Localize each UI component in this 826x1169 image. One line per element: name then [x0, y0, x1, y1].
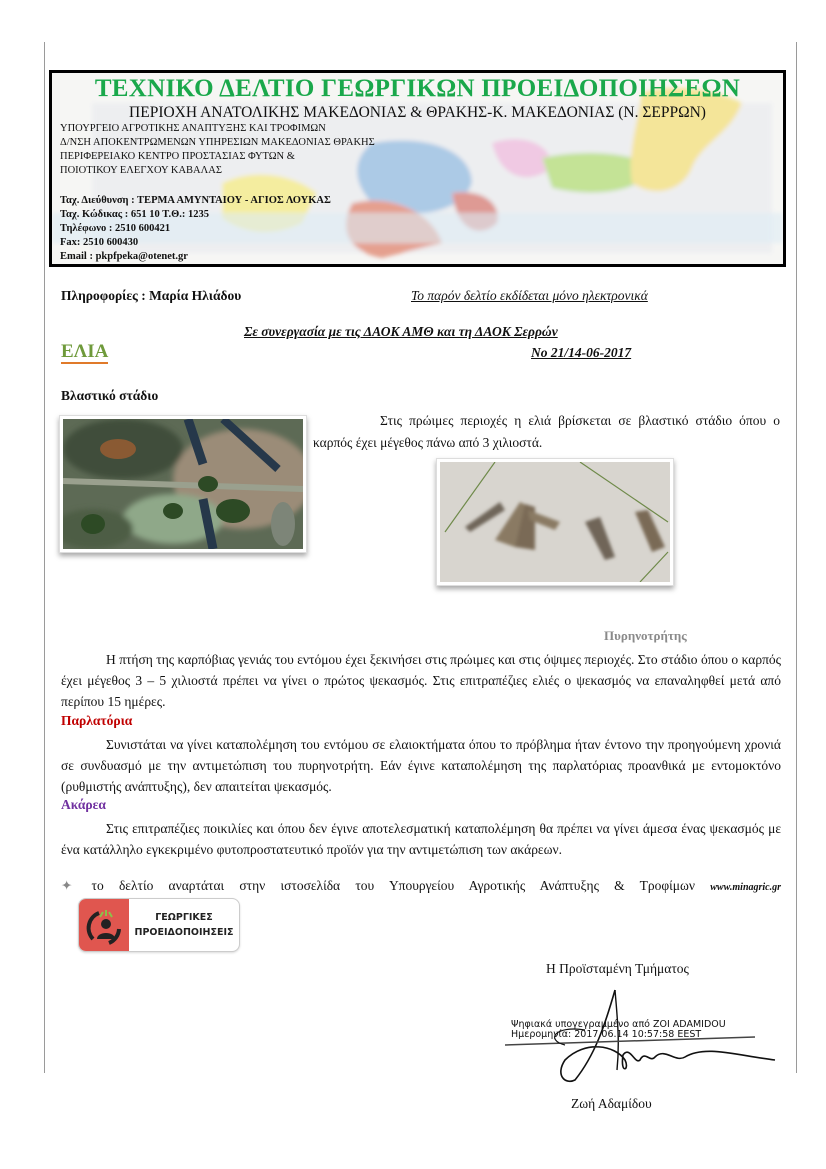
- address-line: Ταχ. Διεύθυνση : ΤΕΡΜΑ ΑΜΥΝΤΑΙΟΥ - ΑΓΙΟΣ ΛΟΥΚΑΣ: [60, 195, 331, 206]
- parlatoria-heading: Παρλατόρια: [61, 713, 133, 728]
- organization-block: [60, 122, 375, 178]
- info-contact: Πληροφορίες : Μαρία Ηλιάδου: [61, 288, 242, 303]
- ministry-website-link[interactable]: www.minagric.gr: [710, 882, 782, 893]
- digital-signature-date: Ημερομηνία: 2017.06.14 10:57:58 EEST: [511, 1029, 702, 1040]
- signer-name: Ζωή Αδαμίδου: [571, 1096, 652, 1111]
- page-margin-guide-right: [796, 42, 797, 1073]
- parlatoria-paragraph: Συνιστάται να γίνει καταπολέμηση του εντόμου σε ελαιοκτήματα όπου το πρόβλημα ήταν έντονο την προηγούμενη χρονιά σε συνδυασμό με την αντιμετώπιση του πυρηνοτρήτη. Εάν έγινε καταπολέμηση της παρλατόριας προανθικά με εντομοκτόνο (ρυθμιστής ανάπτυξης), δεν απαιτείται ψεκασμός.: [61, 737, 781, 794]
- bulletin-title: ΤΕΧΝΙΚΟ ΔΕΛΤΙΟ ΓΕΩΡΓΙΚΩΝ ΠΡΟΕΙΔΟΠΟΙΗΣΕΩΝ: [94, 75, 741, 102]
- postal-code-line: Ταχ. Κώδικας : 651 10 Τ.Θ.: 1235: [60, 209, 209, 220]
- website-notice-text: το δελτίο αναρτάται στην ιστοσελίδα του Υπουργείου Αγροτικής Ανάπτυξης & Τροφίμων: [91, 878, 696, 893]
- badge-line-1: ΓΕΩΡΓΙΚΕΣ: [155, 912, 213, 923]
- website-notice: [61, 878, 781, 894]
- org-line: Δ/ΝΣΗ ΑΠΟΚΕΝΤΡΩΜΕΝΩΝ ΥΠΗΡΕΣΙΩΝ ΜΑΚΕΔΟΝΙΑΣ ΘΡΑΚΗΣ: [60, 137, 375, 148]
- electronic-notice: Το παρόν δελτίο εκδίδεται μόνο ηλεκτρονικά: [411, 288, 648, 303]
- org-line: ΠΕΡΙΦΕΡΕΙΑΚΟ ΚΕΝΤΡΟ ΠΡΟΣΤΑΣΙΑΣ ΦΥΤΩΝ &: [60, 151, 295, 162]
- mites-paragraph: Στις επιτραπέζιες ποικιλίες και όπου δεν έγινε αποτελεσματική καταπολέμηση θα πρέπει να γίνει άμεσα ένας ψεκασμός με ένα κατάλληλο εγκεκριμένο φυτοπροστατευτικό προϊόν για την αντιμετώπιση των ακάρεων.: [61, 821, 781, 857]
- olive-branch-photo: [59, 415, 307, 553]
- stage-heading: Βλαστικό στάδιο: [61, 388, 159, 403]
- org-line: ΥΠΟΥΡΓΕΙΟ ΑΓΡΟΤΙΚΗΣ ΑΝΑΠΤΥΞΗΣ ΚΑΙ ΤΡΟΦΙΜΩΝ: [60, 123, 326, 134]
- olive-moth-caption: Πυρηνοτρήτης: [604, 628, 687, 643]
- badge-line-2: ΠΡΟΕΙΔΟΠΟΙΗΣΕΙΣ: [134, 927, 234, 938]
- digital-signature-stamp: [511, 1020, 726, 1040]
- olive-moth-photo: [436, 458, 674, 586]
- signer-role: Η Προϊσταμένη Τμήματος: [546, 961, 689, 976]
- email-line[interactable]: Email : pkpfpeka@otenet.gr: [60, 251, 188, 262]
- document-number: Νο 21/14-06-2017: [531, 345, 632, 360]
- olive-moth-paragraph: Η πτήση της καρπόβιας γενιάς του εντόμου έχει ξεκινήσει στις πρώιμες και στις όψιμες περιοχές. Στο στάδιο όπου ο καρπός έχει μέγεθος 3 – 5 χιλιοστά πρέπει να γίνει ο πρώτος ψεκασμός. Στις επιτραπέζιες ελιές ο ψεκασμός να επαναληφθεί μετά από περίπου 15 ημέρες.: [61, 652, 781, 709]
- bulletin-subtitle: ΠΕΡΙΟΧΗ ΑΝΑΤΟΛΙΚΗΣ ΜΑΚΕΔΟΝΙΑΣ & ΘΡΑΚΗΣ-Κ. ΜΑΚΕΔΟΝΙΑΣ (Ν. ΣΕΡΡΩΝ): [129, 104, 706, 121]
- stage-text: Στις πρώιμες περιοχές η ελιά βρίσκεται σε βλαστικό στάδιο όπου ο καρπός έχει μέγεθος πάνω από 3 χιλιοστά.: [313, 413, 780, 450]
- badge-label: [131, 910, 237, 940]
- phone-line: Τηλέφωνο : 2510 600421: [60, 223, 171, 234]
- farmer-warning-icon: [79, 899, 129, 951]
- agricultural-warnings-badge[interactable]: [78, 898, 240, 952]
- cooperation-note: Σε συνεργασία με τις ΔΑΟΚ ΑΜΘ και τη ΔΑΟΚ Σερρών: [244, 324, 558, 339]
- fax-line: Fax: 2510 600430: [60, 237, 139, 248]
- org-line: ΠΟΙΟΤΙΚΟΥ ΕΛΕΓΧΟΥ ΚΑΒΑΛΑΣ: [60, 165, 222, 176]
- mites-heading: Ακάρεα: [61, 797, 106, 812]
- digital-signature-signer: Ψηφιακά υπογεγραμμένο από ZOI ADAMIDOU: [511, 1019, 726, 1030]
- bullet-star-icon: ✦: [61, 878, 73, 893]
- stage-paragraph: [313, 410, 780, 454]
- page-margin-guide-left: [44, 42, 45, 1073]
- letterhead: [49, 70, 786, 267]
- contact-block: [60, 194, 331, 264]
- crop-title: ΕΛΙΑ: [61, 341, 109, 362]
